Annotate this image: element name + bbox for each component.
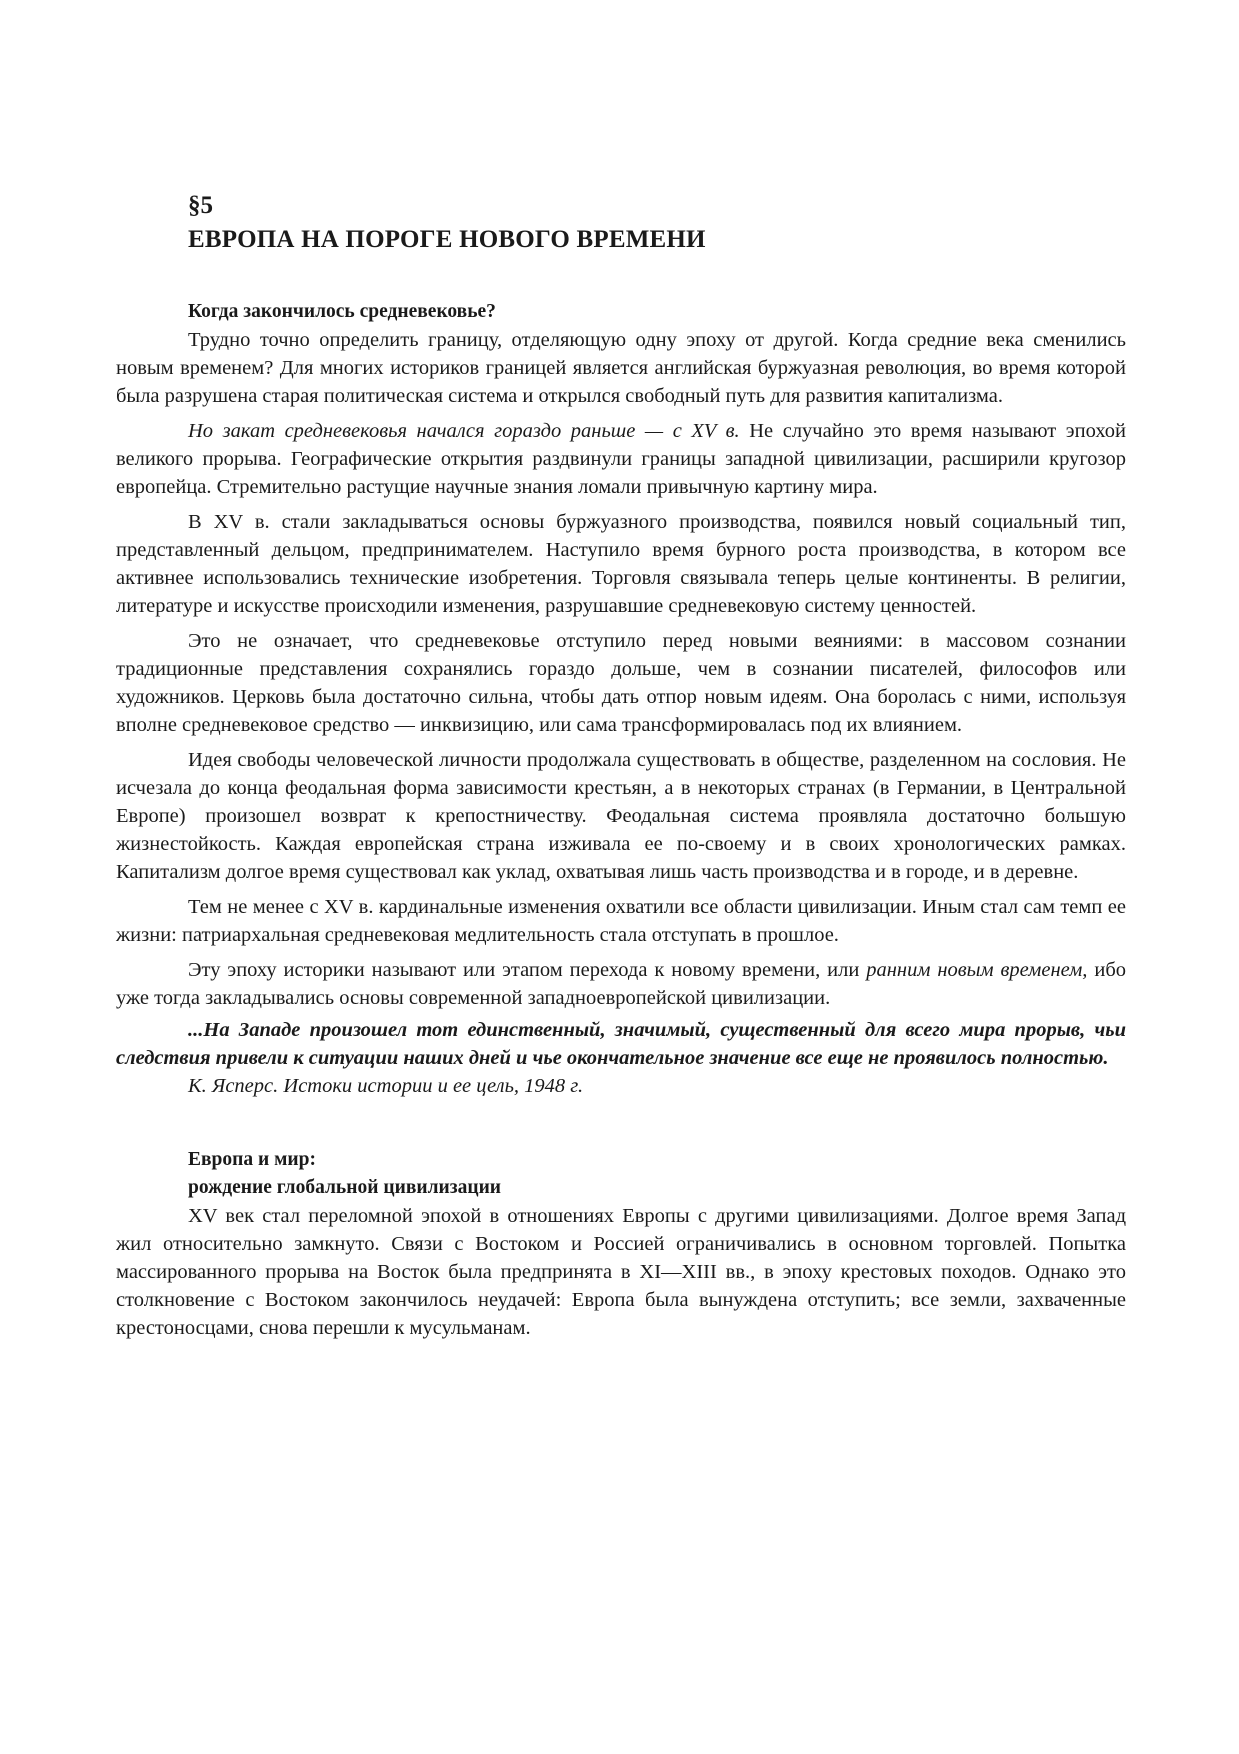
chapter-title: ЕВРОПА НА ПОРОГЕ НОВОГО ВРЕМЕНИ (188, 226, 706, 253)
paragraph-6: Тем не менее с XV в. кардинальные изменения охватили все области цивилизации. Иным стал сам темп ее жизни: патриархальная средневековая медлительность стала отступать в прошлое. (116, 896, 1126, 946)
paragraph-5: Идея свободы человеческой личности продолжала существовать в обществе, разделенном на сословия. Не исчезала до конца феодальная форма зависимости крестьян, а в некоторых странах (в Германии, в Центральной Европе) произошел возврат к крепостничеству. Феодальная система проявляла достаточно большую жизнестойкость. Каждая европейская страна изживала ее по-своему и в своих хронологических рамках. Капитализм долгое время существовал как уклад, охватывая лишь часть производства и в городе, и в деревне. (116, 749, 1126, 883)
jaspers-quote: ...На Западе произошел тот единственный, значимый, существенный для всего мира прорыв, чьи следствия привели к ситуации наших дней и чье окончательное значение все еще не проявилось полностью. (116, 1019, 1126, 1069)
paragraph-2-italic: Но закат средневековья начался гораздо раньше — с XV в. (188, 420, 740, 442)
paragraph-7-end: ибо уже тогда закладывались основы современной западноевропейской цивилизации. (116, 959, 1127, 1009)
paragraph-2 (116, 417, 1126, 501)
paragraph-8: XV век стал переломной эпохой в отношениях Европы с другими цивилизациями. Долгое время Запад жил относительно замкнуто. Связи с Востоком и Россией ограничивались в основном торговлей. Попытка массированного прорыва на Восток была предпринята в XI—XIII вв., в эпоху крестовых походов. Однако это столкновение с Востоком закончилось неудачей: Европа была вынуждена отступить; все земли, захваченные крестоносцами, снова перешли к мусульманам. (116, 1205, 1126, 1339)
paragraph-7-start: Эту эпоху историки называют или этапом перехода к новому времени, или (188, 959, 867, 981)
paragraph-4: Это не означает, что средневековье отступило перед новыми веяниями: в массовом сознании традиционные представления сохранялись гораздо дольше, чем в сознании писателей, философов или художников. Церковь была достаточно сильна, чтобы дать отпор новым идеям. Она боролась с ними, используя вполне средневековое средство — инквизицию, или сама трансформировалась под их влиянием. (116, 630, 1126, 736)
paragraph-3: В XV в. стали закладываться основы буржуазного производства, появился новый социальный тип, представленный дельцом, предпринимателем. Наступило время бурного роста производства, в котором все активнее использовались технические изобретения. Торговля связывала теперь целые континенты. В религии, литературе и искусстве происходили изменения, разрушавшие средневековую систему ценностей. (116, 511, 1126, 617)
paragraph-7 (116, 956, 1126, 1012)
paragraph-2-text: Не случайно это время называют эпохой великого прорыва. Географические открытия раздвинули границы западной цивилизации, расширили кругозор европейца. Стремительно растущие научные знания ломали привычную картину мира. (116, 420, 1127, 498)
subheading-europe-and-world: Европа и мир: (188, 1149, 316, 1170)
subheading-global-civilization: рождение глобальной цивилизации (188, 1177, 502, 1198)
document-page (116, 190, 1126, 1342)
section-number: §5 (188, 192, 213, 219)
quote-source: К. Ясперс. Истоки истории и ее цель, 1948 г. (188, 1075, 584, 1097)
paragraph-1: Трудно точно определить границу, отделяющую одну эпоху от другой. Когда средние века сменились новым временем? Для многих историков границей является английская буржуазная революция, во время которой была разрушена старая политическая система и открылся свободный путь для развития капитализма. (116, 329, 1126, 407)
paragraph-7-italic: ранним новым временем, (866, 959, 1088, 981)
subheading-end-of-middle-ages: Когда закончилось средневековье? (188, 301, 496, 322)
